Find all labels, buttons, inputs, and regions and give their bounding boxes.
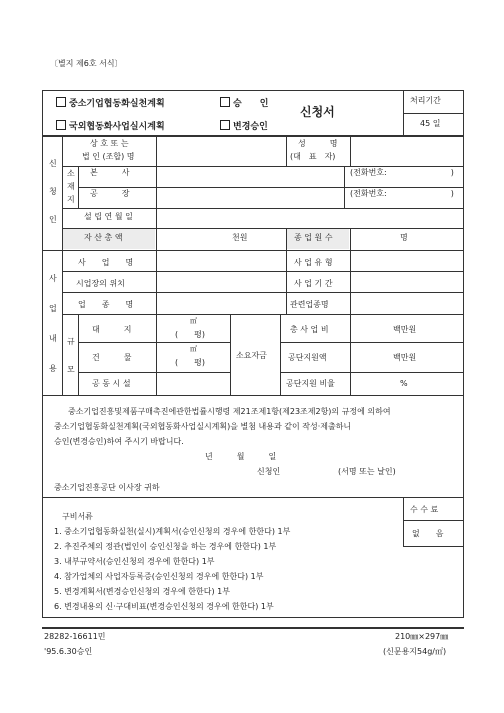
required-funds-label: 소요자금 bbox=[236, 351, 267, 360]
founded-label: 설 립 연 월 일 bbox=[84, 212, 133, 221]
project-location-label: 시업장의 위치 bbox=[76, 279, 125, 288]
assets-unit: 천원 bbox=[232, 233, 248, 242]
assets-label: 자 산 총 액 bbox=[84, 233, 123, 242]
employees-label: 종 업 원 수 bbox=[294, 233, 333, 242]
land-sqm-unit: ㎡ bbox=[190, 317, 197, 325]
declaration-date[interactable]: 년 월 일 bbox=[205, 452, 277, 461]
name-label-2: (대 표 자) bbox=[290, 152, 336, 161]
option-coop-plan[interactable]: 중소기업협동화실천계획 bbox=[56, 97, 165, 109]
total-cost-label: 총 사 업 비 bbox=[290, 325, 329, 334]
option-change-approval[interactable]: 변경승인 bbox=[220, 120, 268, 132]
required-document-item: 3. 내부규약서(승인신청의 경우에 한한다) 1부 bbox=[54, 557, 215, 566]
section-project-char: 용 bbox=[49, 364, 57, 373]
required-document-item: 2. 추진주체의 정관(법인이 승인신청을 하는 경우에 한한다) 1부 bbox=[54, 542, 277, 551]
declaration-line-2: 중소기업협동화실천계획(국외협동화사업실시계획)을 별첨 내용과 같이 작성·제출하니 bbox=[54, 422, 352, 431]
location-char: 지 bbox=[67, 195, 75, 204]
section-applicant-char: 인 bbox=[49, 215, 57, 224]
processing-period-value: 45 일 bbox=[420, 119, 441, 128]
project-name-label: 사 업 명 bbox=[78, 258, 134, 267]
related-industry-label: 관련업종명 bbox=[290, 300, 329, 309]
checkbox-approval[interactable] bbox=[220, 97, 230, 107]
support-amount-unit: 백만원 bbox=[393, 353, 417, 362]
company-label-2: 법 인 (조합) 명 bbox=[82, 152, 135, 161]
fee-label: 수 수 료 bbox=[410, 505, 439, 514]
section-project-char: 업 bbox=[49, 304, 57, 313]
processing-period-label: 처리기간 bbox=[410, 96, 441, 105]
signature-field[interactable]: (서명 또는 날인) bbox=[338, 467, 396, 476]
paper-type: (신문용지54g/㎡) bbox=[383, 647, 447, 656]
approval-date: '95.6.30승인 bbox=[44, 647, 93, 656]
support-ratio-label: 공단지원 비율 bbox=[286, 379, 335, 388]
fee-value: 없 음 bbox=[412, 529, 444, 538]
section-applicant-char: 신 bbox=[49, 159, 57, 168]
building-label: 건 물 bbox=[92, 353, 132, 362]
option-overseas-plan[interactable]: 국외협동화사업실시계획 bbox=[56, 120, 165, 132]
form-code: 28282-16611민 bbox=[44, 632, 106, 641]
required-document-item: 1. 중소기업협동화실천(실시)계획서(승인신청의 경우에 한한다) 1부 bbox=[54, 527, 291, 536]
location-char: 소 bbox=[67, 169, 75, 178]
required-document-item: 4. 참가업체의 사업자등록증(승인신청의 경우에 한한다) 1부 bbox=[54, 572, 264, 581]
project-type-label: 사 업 유 형 bbox=[294, 258, 333, 267]
phone-hq-field[interactable]: (전화번호: ) bbox=[350, 168, 454, 177]
project-period-label: 사 업 기 간 bbox=[294, 279, 333, 288]
required-document-item: 5. 변경계획서(변경승인신청의 경우에 한한다) 1부 bbox=[54, 587, 230, 596]
checkbox-overseas-plan[interactable] bbox=[56, 120, 66, 130]
plant-label: 공 장 bbox=[90, 189, 130, 198]
building-sqm-unit: ㎡ bbox=[190, 345, 197, 353]
checkbox-change-approval[interactable] bbox=[220, 120, 230, 130]
land-label: 대 지 bbox=[92, 325, 132, 334]
total-cost-unit: 백만원 bbox=[393, 325, 417, 334]
hq-label: 본 사 bbox=[90, 168, 130, 177]
company-label: 상 호 또 는 bbox=[90, 139, 129, 148]
land-pyeong-unit: ( 평) bbox=[175, 330, 205, 339]
required-documents-title: 구비서류 bbox=[62, 512, 93, 521]
form-title: 신청서 bbox=[300, 105, 335, 119]
form-number: 〔별지 제6호 서식〕 bbox=[50, 59, 123, 68]
declaration-line-3: 승인(변경승인)하여 주시기 바랍니다. bbox=[54, 437, 184, 446]
building-pyeong-unit: ( 평) bbox=[175, 358, 205, 367]
employees-unit: 명 bbox=[400, 233, 408, 242]
support-amount-label: 공단지원액 bbox=[288, 353, 327, 362]
location-char: 재 bbox=[67, 182, 75, 191]
required-document-item: 6. 변경내용의 신·구대비표(변경승인신청의 경우에 한한다) 1부 bbox=[54, 602, 274, 611]
phone-plant-field[interactable]: (전화번호: ) bbox=[350, 189, 454, 198]
scale-char: 규 bbox=[67, 337, 75, 346]
declaration-line-1: 중소기업진흥및제품구매촉진에관한법률시행령 제21조제1항(제23조제2항)의 규정에 의하여 bbox=[68, 407, 391, 416]
section-applicant-char: 청 bbox=[49, 187, 57, 196]
option-approval[interactable]: 승 인 bbox=[220, 97, 268, 109]
applicant-signature-label: 신청인 bbox=[257, 467, 281, 476]
industry-label: 업 종 명 bbox=[78, 300, 134, 309]
shared-facility-label: 공 동 시 설 bbox=[92, 379, 131, 388]
section-project-char: 사 bbox=[49, 274, 57, 283]
scale-char: 모 bbox=[67, 365, 75, 374]
recipient: 중소기업진흥공단 이사장 귀하 bbox=[54, 483, 160, 492]
section-project-char: 내 bbox=[49, 334, 57, 343]
support-ratio-unit: % bbox=[400, 379, 408, 388]
checkbox-coop-plan[interactable] bbox=[56, 97, 66, 107]
name-label: 성 명 bbox=[298, 139, 338, 148]
paper-size: 210㎜×297㎜ bbox=[395, 632, 449, 641]
